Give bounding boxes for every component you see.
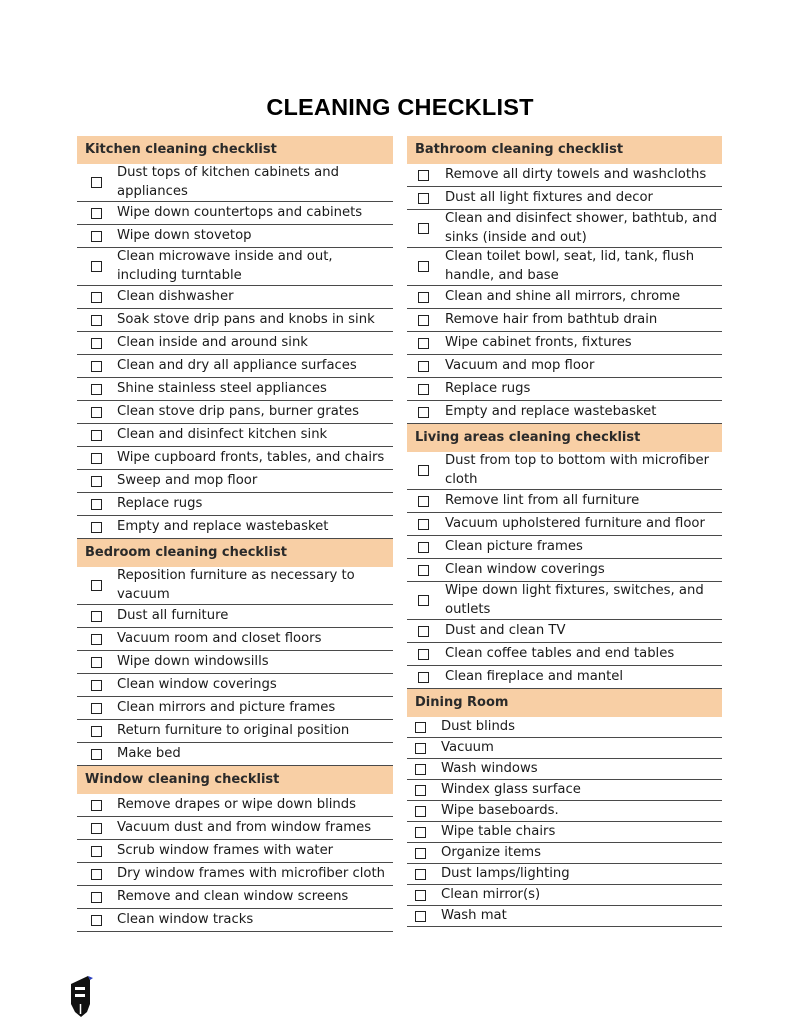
- checklist-item: [407, 210, 722, 248]
- checkbox[interactable]: [91, 869, 102, 880]
- item-label: Scrub window frames with water: [117, 842, 334, 858]
- item-label: Remove hair from bathtub drain: [445, 311, 658, 327]
- checkbox[interactable]: [418, 261, 429, 272]
- checkbox[interactable]: [91, 476, 102, 487]
- item-label: Wipe baseboards.: [441, 802, 559, 818]
- checkbox[interactable]: [91, 407, 102, 418]
- item-label: Dust tops of kitchen cabinets and appliances: [117, 165, 339, 199]
- checklist-item: [407, 452, 722, 490]
- checklist-item: [407, 620, 722, 643]
- bathroom-section: [407, 136, 722, 424]
- checkbox[interactable]: [91, 892, 102, 903]
- item-label: Soak stove drip pans and knobs in sink: [117, 311, 375, 327]
- checkbox[interactable]: [91, 499, 102, 510]
- item-label: Dust from top to bottom with microfiber cloth: [445, 453, 710, 487]
- checklist-item: [407, 885, 722, 906]
- checkbox[interactable]: [91, 430, 102, 441]
- checklist-item: [77, 516, 393, 539]
- item-label: Clean window tracks: [117, 911, 254, 927]
- section-heading: Living areas cleaning checklist: [407, 424, 722, 452]
- right-column: [407, 136, 722, 927]
- checklist-item: [407, 490, 722, 513]
- item-label: Replace rugs: [117, 495, 203, 511]
- kitchen-section: [77, 136, 393, 539]
- item-label: Clean coffee tables and end tables: [445, 645, 675, 661]
- checkbox[interactable]: [415, 764, 426, 775]
- checklist-item: [77, 674, 393, 697]
- checkbox[interactable]: [418, 223, 429, 234]
- item-label: Vacuum: [441, 739, 494, 755]
- checklist-item: [77, 743, 393, 766]
- checklist-item: [77, 840, 393, 863]
- bedroom-section: [77, 539, 393, 766]
- checkbox[interactable]: [91, 634, 102, 645]
- checkbox[interactable]: [91, 361, 102, 372]
- checkbox[interactable]: [415, 911, 426, 922]
- item-label: Shine stainless steel appliances: [117, 380, 327, 396]
- checkbox[interactable]: [91, 800, 102, 811]
- checklist-item: [77, 886, 393, 909]
- checklist-item: [77, 286, 393, 309]
- checklist-item: [77, 817, 393, 840]
- checklist-item: [407, 309, 722, 332]
- checkbox[interactable]: [418, 384, 429, 395]
- checklist-item: [407, 843, 722, 864]
- checkbox[interactable]: [91, 611, 102, 622]
- checklist-item: [407, 717, 722, 738]
- checkbox[interactable]: [415, 848, 426, 859]
- item-label: Remove and clean window screens: [117, 888, 349, 904]
- checklist-item: [77, 605, 393, 628]
- item-label: Wash mat: [441, 907, 507, 923]
- checklist-item: [407, 164, 722, 187]
- checklist-item: [77, 493, 393, 516]
- checkbox[interactable]: [91, 823, 102, 834]
- checkbox[interactable]: [418, 170, 429, 181]
- checkbox[interactable]: [418, 361, 429, 372]
- checkbox[interactable]: [91, 580, 102, 591]
- item-label: Wipe table chairs: [441, 823, 556, 839]
- checkbox[interactable]: [418, 595, 429, 606]
- checkbox[interactable]: [91, 726, 102, 737]
- item-label: Clean and disinfect shower, bathtub, and sinks (inside and out): [445, 211, 717, 245]
- item-label: Return furniture to original position: [117, 722, 350, 738]
- checklist-item: [407, 559, 722, 582]
- checklist-item: [77, 909, 393, 932]
- item-label: Remove all dirty towels and washcloths: [445, 166, 707, 182]
- item-label: Dust all furniture: [117, 607, 229, 623]
- checklist-item: [77, 164, 393, 202]
- checkbox[interactable]: [91, 315, 102, 326]
- checklist-item: [407, 666, 722, 689]
- checklist-item: [77, 628, 393, 651]
- checklist-item: [77, 567, 393, 605]
- window-section: [77, 766, 393, 932]
- checkbox[interactable]: [91, 657, 102, 668]
- item-label: Dust all light fixtures and decor: [445, 189, 653, 205]
- item-label: Clean fireplace and mantel: [445, 668, 624, 684]
- checklist-item: [77, 332, 393, 355]
- item-label: Wipe down stovetop: [117, 227, 252, 243]
- checkbox[interactable]: [91, 915, 102, 926]
- item-label: Replace rugs: [445, 380, 531, 396]
- checklist-item: [77, 225, 393, 248]
- item-label: Clean dishwasher: [117, 288, 234, 304]
- checklist-item: [407, 187, 722, 210]
- item-label: Wipe down countertops and cabinets: [117, 204, 363, 220]
- item-label: Clean picture frames: [445, 538, 583, 554]
- checklist-item: [407, 378, 722, 401]
- item-label: Clean stove drip pans, burner grates: [117, 403, 359, 419]
- checklist-item: [407, 906, 722, 927]
- item-label: Windex glass surface: [441, 781, 581, 797]
- checklist-item: [77, 794, 393, 817]
- checkbox[interactable]: [415, 785, 426, 796]
- item-label: Clean microwave inside and out, including turntable: [117, 249, 333, 283]
- checkbox[interactable]: [415, 806, 426, 817]
- item-label: Dust lamps/lighting: [441, 865, 570, 881]
- checklist-item: [77, 378, 393, 401]
- item-label: Clean toilet bowl, seat, lid, tank, flush handle, and base: [445, 249, 695, 283]
- item-label: Wipe down windowsills: [117, 653, 269, 669]
- item-label: Clean and disinfect kitchen sink: [117, 426, 328, 442]
- section-heading: Kitchen cleaning checklist: [77, 136, 393, 164]
- item-label: Dust blinds: [441, 718, 516, 734]
- checkbox[interactable]: [91, 384, 102, 395]
- item-label: Remove drapes or wipe down blinds: [117, 796, 357, 812]
- item-label: Vacuum dust and from window frames: [117, 819, 372, 835]
- item-label: Sweep and mop floor: [117, 472, 258, 488]
- checklist-item: [407, 513, 722, 536]
- checkbox[interactable]: [415, 869, 426, 880]
- item-label: Empty and replace wastebasket: [117, 518, 329, 534]
- checkbox[interactable]: [418, 338, 429, 349]
- checklist-item: [407, 286, 722, 309]
- item-label: Vacuum room and closet floors: [117, 630, 322, 646]
- checkbox[interactable]: [415, 743, 426, 754]
- checkbox[interactable]: [415, 722, 426, 733]
- section-heading: Window cleaning checklist: [77, 766, 393, 794]
- item-label: Vacuum upholstered furniture and floor: [445, 515, 705, 531]
- checkbox[interactable]: [418, 193, 429, 204]
- pen-nib-logo-icon: [68, 974, 96, 1018]
- checkbox[interactable]: [91, 680, 102, 691]
- checklist-item: [77, 248, 393, 286]
- page-title: CLEANING CHECKLIST: [266, 94, 534, 120]
- checkbox[interactable]: [418, 407, 429, 418]
- item-label: Make bed: [117, 745, 181, 761]
- item-label: Clean inside and around sink: [117, 334, 308, 350]
- checkbox[interactable]: [91, 261, 102, 272]
- checkbox[interactable]: [418, 672, 429, 683]
- item-label: Clean and dry all appliance surfaces: [117, 357, 357, 373]
- checklist-item: [77, 447, 393, 470]
- living-areas-section: [407, 424, 722, 689]
- item-label: Dust and clean TV: [445, 622, 566, 638]
- checklist-item: [77, 309, 393, 332]
- checkbox[interactable]: [91, 177, 102, 188]
- checkbox[interactable]: [91, 522, 102, 533]
- checklist-item: [77, 651, 393, 674]
- item-label: Clean window coverings: [117, 676, 277, 692]
- item-label: Wipe cupboard fronts, tables, and chairs: [117, 449, 385, 465]
- checklist-item: [407, 355, 722, 378]
- item-label: Remove lint from all furniture: [445, 492, 640, 508]
- item-label: Clean window coverings: [445, 561, 605, 577]
- checklist-item: [407, 780, 722, 801]
- checkbox[interactable]: [418, 519, 429, 530]
- item-label: Clean mirrors and picture frames: [117, 699, 336, 715]
- item-label: Wash windows: [441, 760, 538, 776]
- checklist-item: [407, 738, 722, 759]
- checkbox[interactable]: [418, 292, 429, 303]
- checkbox[interactable]: [418, 649, 429, 660]
- checklist-item: [407, 643, 722, 666]
- checklist-item: [407, 801, 722, 822]
- checkbox[interactable]: [418, 315, 429, 326]
- checkbox[interactable]: [418, 496, 429, 507]
- dining-room-section: [407, 689, 722, 927]
- checklist-item: [407, 864, 722, 885]
- section-heading: Bedroom cleaning checklist: [77, 539, 393, 567]
- checklist-item: [407, 759, 722, 780]
- item-label: Wipe cabinet fronts, fixtures: [445, 334, 632, 350]
- checklist-item: [407, 401, 722, 424]
- checklist-item: [77, 424, 393, 447]
- checklist-item: [77, 697, 393, 720]
- checklist-item: [407, 582, 722, 620]
- item-label: Clean and shine all mirrors, chrome: [445, 288, 681, 304]
- checklist-item: [77, 470, 393, 493]
- checkbox[interactable]: [418, 565, 429, 576]
- checkbox[interactable]: [418, 542, 429, 553]
- item-label: Dry window frames with microfiber cloth: [117, 865, 386, 881]
- left-column: [77, 136, 393, 932]
- item-label: Vacuum and mop floor: [445, 357, 595, 373]
- checklist-item: [77, 720, 393, 743]
- checklist-item: [77, 202, 393, 225]
- item-label: Reposition furniture as necessary to vacuum: [117, 568, 355, 602]
- checkbox[interactable]: [415, 890, 426, 901]
- checkbox[interactable]: [91, 846, 102, 857]
- item-label: Clean mirror(s): [441, 886, 541, 902]
- checklist-item: [407, 248, 722, 286]
- item-label: Organize items: [441, 844, 541, 860]
- item-label: Empty and replace wastebasket: [445, 403, 657, 419]
- section-heading: Bathroom cleaning checklist: [407, 136, 722, 164]
- checklist-item: [407, 536, 722, 559]
- checklist-item: [77, 401, 393, 424]
- checkbox[interactable]: [91, 453, 102, 464]
- checkbox[interactable]: [91, 292, 102, 303]
- checklist-item: [407, 822, 722, 843]
- checkbox[interactable]: [418, 465, 429, 476]
- checkbox[interactable]: [415, 827, 426, 838]
- checkbox[interactable]: [91, 208, 102, 219]
- checkbox[interactable]: [418, 626, 429, 637]
- item-label: Wipe down light fixtures, switches, and outlets: [445, 583, 704, 617]
- checklist-item: [77, 863, 393, 886]
- section-heading: Dining Room: [407, 689, 722, 717]
- checkbox[interactable]: [91, 749, 102, 760]
- checkbox[interactable]: [91, 703, 102, 714]
- checklist-item: [77, 355, 393, 378]
- checkbox[interactable]: [91, 231, 102, 242]
- checklist-item: [407, 332, 722, 355]
- checkbox[interactable]: [91, 338, 102, 349]
